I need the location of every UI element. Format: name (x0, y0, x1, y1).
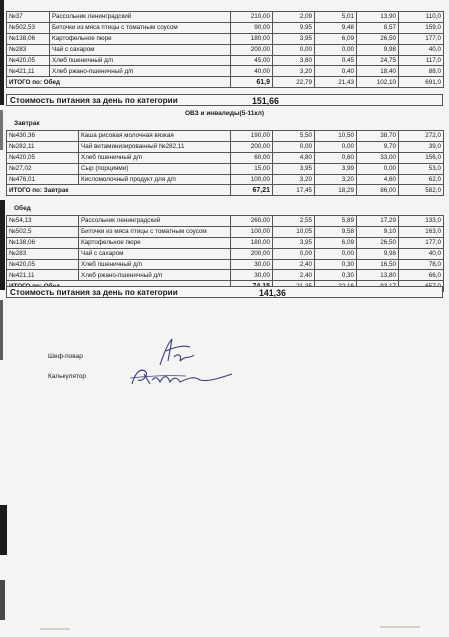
cell-kcal: 53,0 (399, 163, 444, 174)
cell-weight: 45,00 (231, 55, 273, 66)
scan-artifact (40, 628, 70, 630)
cell-kcal: 177,0 (399, 237, 444, 248)
cell-p: 3,20 (273, 174, 315, 185)
cell-weight: 180,00 (231, 237, 273, 248)
daily-cost-row (6, 286, 443, 298)
total-row (7, 185, 444, 196)
cell-f: 5,01 (315, 12, 357, 23)
cell-name: Картофельное пюре (50, 33, 231, 44)
meal-heading-breakfast: Завтрак (14, 120, 40, 127)
cell-weight: 100,00 (231, 226, 273, 237)
cell-p: 9,95 (273, 22, 315, 33)
scan-artifact (380, 626, 420, 628)
cell-code: №54,13 (7, 216, 79, 227)
daily-cost-value: 151,66 (252, 96, 279, 106)
cell-kcal: 156,0 (399, 152, 444, 163)
cell-c: 38,70 (357, 131, 399, 142)
cell-code: №283 (7, 44, 50, 55)
cell-name: Кисломолочный продукт для д/п (79, 174, 231, 185)
cell-weight: 200,00 (231, 141, 273, 152)
cell-p: 10,05 (273, 226, 315, 237)
cell-name: Хлеб пшеничный д/п (50, 55, 231, 66)
section-title: ОВЗ и инвалиды(5-11кл) (184, 110, 265, 117)
cell-weight: 40,00 (231, 66, 273, 77)
table-row (7, 22, 444, 33)
cell-p: 3,20 (273, 66, 315, 77)
cell-name: Чай с сахаром (79, 248, 231, 259)
table-row (7, 131, 444, 142)
total-f: 18,29 (315, 185, 357, 196)
scan-edge (0, 0, 4, 105)
cell-f: 0,00 (315, 44, 357, 55)
cell-f: 0,40 (315, 66, 357, 77)
scan-edge (0, 580, 5, 620)
cell-kcal: 159,0 (399, 22, 444, 33)
cell-code: №502,5 (7, 226, 79, 237)
cell-f: 9,58 (315, 226, 357, 237)
cell-name: Рассольник ленинградский (50, 12, 231, 23)
total-kcal: 582,0 (399, 185, 444, 196)
cell-kcal: 163,0 (399, 226, 444, 237)
cell-weight: 100,00 (231, 174, 273, 185)
table-row (7, 33, 444, 44)
cell-p: 0,00 (273, 141, 315, 152)
table-row (7, 237, 444, 248)
cell-code: №420,05 (7, 152, 79, 163)
cell-c: 26,50 (357, 33, 399, 44)
cell-name: Чай с сахаром (50, 44, 231, 55)
cell-weight: 30,00 (231, 270, 273, 281)
table-row (7, 152, 444, 163)
scan-edge (0, 200, 5, 290)
total-weight: 61,9 (231, 77, 273, 88)
cell-code: №421,11 (7, 66, 50, 77)
cell-code: №476,01 (7, 174, 79, 185)
cell-f: 5,89 (315, 216, 357, 227)
cell-c: 18,40 (357, 66, 399, 77)
cell-f: 3,99 (315, 163, 357, 174)
calculator-label: Калькулятор (48, 373, 87, 380)
scan-edge (0, 505, 7, 555)
cell-p: 2,55 (273, 216, 315, 227)
cell-code: №37 (7, 12, 50, 23)
cell-f: 10,50 (315, 131, 357, 142)
total-label: ИТОГО по: Завтрак (7, 185, 231, 196)
cell-kcal: 133,0 (399, 216, 444, 227)
cell-kcal: 39,0 (399, 141, 444, 152)
daily-cost-value: 141,36 (259, 288, 286, 298)
cell-weight: 200,00 (231, 44, 273, 55)
cell-c: 9,10 (357, 226, 399, 237)
cell-weight: 15,00 (231, 163, 273, 174)
cell-p: 2,40 (273, 270, 315, 281)
cell-p: 4,80 (273, 152, 315, 163)
table-row (7, 44, 444, 55)
cell-kcal: 177,0 (399, 33, 444, 44)
cell-code: №27,02 (7, 163, 79, 174)
total-f: 21,43 (315, 77, 357, 88)
cell-code: №138,06 (7, 33, 50, 44)
total-c: 86,00 (357, 185, 399, 196)
cell-kcal: 40,0 (399, 44, 444, 55)
cell-name: Хлеб ржано-пшеничный д/п (50, 66, 231, 77)
cell-f: 0,00 (315, 248, 357, 259)
cell-c: 33,00 (357, 152, 399, 163)
cell-c: 8,57 (357, 22, 399, 33)
cell-c: 16,50 (357, 259, 399, 270)
daily-cost-label: Стоимость питания за день по категории (10, 96, 178, 105)
cell-c: 13,80 (357, 270, 399, 281)
cell-weight: 180,00 (231, 33, 273, 44)
cell-p: 3,95 (273, 33, 315, 44)
cell-name: Хлеб пшеничный д/п (79, 152, 231, 163)
cell-kcal: 40,0 (399, 248, 444, 259)
lunch-table-2 (6, 215, 444, 292)
cell-weight: 60,00 (231, 152, 273, 163)
cell-weight: 260,00 (231, 216, 273, 227)
cell-p: 0,00 (273, 44, 315, 55)
cell-kcal: 117,0 (399, 55, 444, 66)
cell-f: 0,45 (315, 55, 357, 66)
cell-f: 9,48 (315, 22, 357, 33)
cell-kcal: 88,0 (399, 66, 444, 77)
cell-c: 4,60 (357, 174, 399, 185)
cell-weight: 210,00 (231, 12, 273, 23)
scan-edge (0, 300, 3, 360)
cell-c: 17,29 (357, 216, 399, 227)
table-row (7, 12, 444, 23)
total-label: ИТОГО по: Обед (7, 77, 231, 88)
cell-c: 0,00 (357, 163, 399, 174)
total-p: 22,79 (273, 77, 315, 88)
cell-name: Каша рисовая молочная вязкая (79, 131, 231, 142)
cell-p: 3,60 (273, 55, 315, 66)
total-row (7, 77, 444, 88)
chef-label: Шеф-повар (48, 353, 83, 360)
cell-name: Рассольник ленинградский (79, 216, 231, 227)
cell-name: Чай витаминизированный №282,11 (79, 141, 231, 152)
total-weight: 67,21 (231, 185, 273, 196)
cell-f: 0,30 (315, 259, 357, 270)
cell-p: 3,95 (273, 237, 315, 248)
meal-heading-lunch: Обед (14, 205, 31, 212)
total-p: 17,45 (273, 185, 315, 196)
cell-code: №420,05 (7, 259, 79, 270)
cell-weight: 190,00 (231, 131, 273, 142)
cell-p: 2,40 (273, 259, 315, 270)
cell-kcal: 66,0 (399, 270, 444, 281)
total-c: 102,10 (357, 77, 399, 88)
table-row (7, 66, 444, 77)
breakfast-table (6, 130, 444, 196)
cell-kcal: 272,0 (399, 131, 444, 142)
cell-c: 13,90 (357, 12, 399, 23)
cell-f: 6,09 (315, 33, 357, 44)
cell-f: 0,00 (315, 141, 357, 152)
cell-code: №282,11 (7, 141, 79, 152)
lunch-table-1 (6, 11, 444, 88)
cell-weight: 30,00 (231, 259, 273, 270)
cell-c: 24,75 (357, 55, 399, 66)
cell-name: Хлеб пшеничный д/п (79, 259, 231, 270)
cell-code: №502,53 (7, 22, 50, 33)
table-row (7, 141, 444, 152)
cell-f: 3,20 (315, 174, 357, 185)
cell-c: 9,98 (357, 248, 399, 259)
cell-c: 9,70 (357, 141, 399, 152)
cell-kcal: 110,0 (399, 12, 444, 23)
table-row (7, 174, 444, 185)
cell-name: Картофельное пюре (79, 237, 231, 248)
cell-f: 0,60 (315, 152, 357, 163)
table-row (7, 216, 444, 227)
cell-code: №430,36 (7, 131, 79, 142)
cell-code: №421,11 (7, 270, 79, 281)
cell-p: 5,50 (273, 131, 315, 142)
daily-cost-row (6, 94, 443, 106)
cell-f: 0,30 (315, 270, 357, 281)
cell-name: Биточки из мяса птицы с томатным соусом (79, 226, 231, 237)
table-row (7, 226, 444, 237)
cell-p: 2,09 (273, 12, 315, 23)
cell-kcal: 78,0 (399, 259, 444, 270)
table-row (7, 55, 444, 66)
cell-p: 0,00 (273, 248, 315, 259)
cell-f: 6,09 (315, 237, 357, 248)
cell-kcal: 62,0 (399, 174, 444, 185)
cell-c: 9,98 (357, 44, 399, 55)
table-row (7, 163, 444, 174)
cell-code: №420,05 (7, 55, 50, 66)
cell-name: Хлеб ржано-пшеничный д/п (79, 270, 231, 281)
cell-weight: 200,00 (231, 248, 273, 259)
cell-code: №283 (7, 248, 79, 259)
total-kcal: 691,0 (399, 77, 444, 88)
table-row (7, 270, 444, 281)
cell-name: Сыр (порциями) (79, 163, 231, 174)
daily-cost-label: Стоимость питания за день по категории (10, 288, 178, 297)
table-row (7, 248, 444, 259)
cell-weight: 90,00 (231, 22, 273, 33)
table-row (7, 259, 444, 270)
cell-code: №138,06 (7, 237, 79, 248)
cell-p: 3,95 (273, 163, 315, 174)
calculator-signature (128, 366, 238, 388)
cell-c: 26,50 (357, 237, 399, 248)
cell-name: Биточки из мяса птицы с томатным соусом (50, 22, 231, 33)
